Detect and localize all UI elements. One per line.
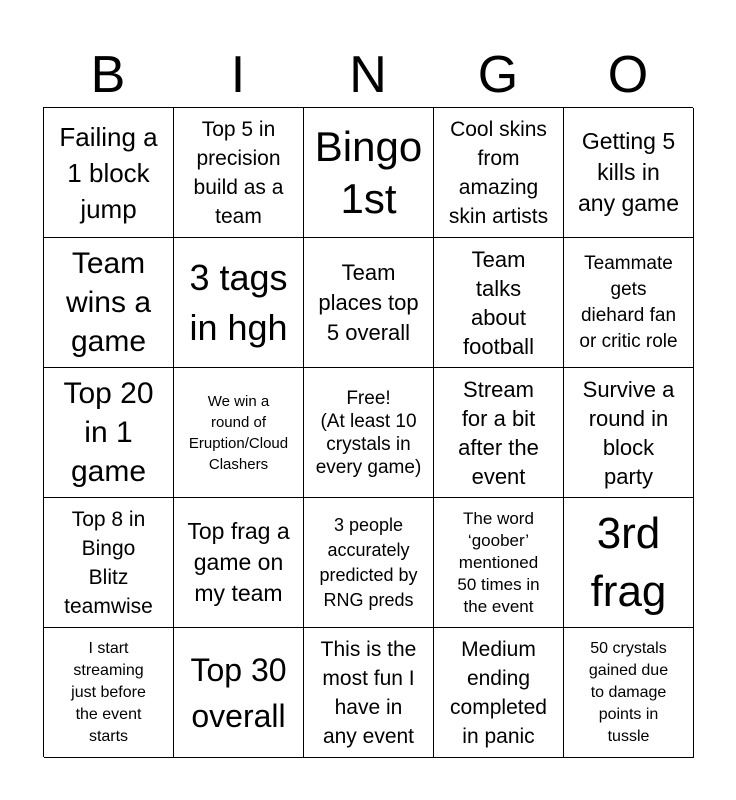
cell-text: 50 crystals gained due to damage points in tussle xyxy=(588,639,669,745)
bingo-header xyxy=(43,44,693,106)
cell-text: Medium ending completed in panic xyxy=(450,637,547,748)
bingo-cell-r2-c0[interactable] xyxy=(44,368,174,498)
cell-text: 3rd frag xyxy=(590,508,667,616)
bingo-cell-r3-c0[interactable] xyxy=(44,498,174,628)
cell-text: Cool skins from amazing skin artists xyxy=(448,117,549,228)
bingo-cell-r1-c2[interactable] xyxy=(304,238,434,368)
bingo-cell-r3-c3[interactable] xyxy=(434,498,564,628)
cell-text: Top 30 overall xyxy=(190,651,287,734)
cell-text: This is the most fun I have in any event xyxy=(320,637,417,748)
bingo-cell-r4-c2[interactable] xyxy=(304,628,434,758)
bingo-cell-r4-c4[interactable] xyxy=(564,628,694,758)
bingo-cell-r0-c4[interactable] xyxy=(564,108,694,238)
bingo-cell-r4-c3[interactable] xyxy=(434,628,564,758)
bingo-cell-r4-c1[interactable] xyxy=(174,628,304,758)
bingo-cell-r0-c2[interactable] xyxy=(304,108,434,238)
cell-text: Teammate gets diehard fan or critic role xyxy=(579,252,678,352)
cell-text: Stream for a bit after the event xyxy=(458,376,539,489)
cell-text: 3 tags in hgh xyxy=(189,256,288,348)
cell-text: The word ‘goober’ mentioned 50 times in the event xyxy=(457,508,540,616)
header-letter-n: N xyxy=(349,46,387,104)
bingo-cell-r2-c3[interactable] xyxy=(434,368,564,498)
bingo-cell-r1-c3[interactable] xyxy=(434,238,564,368)
bingo-cell-r3-c1[interactable] xyxy=(174,498,304,628)
cell-text: Getting 5 kills in any game xyxy=(577,128,679,216)
cell-text: Free! (At least 10 crystals in every game) xyxy=(315,387,422,478)
cell-text: I start streaming just before the event starts xyxy=(71,639,146,745)
bingo-grid xyxy=(43,107,693,757)
cell-text: Bingo 1st xyxy=(314,122,423,222)
bingo-cell-r4-c0[interactable] xyxy=(44,628,174,758)
cell-text: Top 20 in 1 game xyxy=(63,377,154,488)
bingo-cell-r2-c4[interactable] xyxy=(564,368,694,498)
bingo-cell-r3-c2[interactable] xyxy=(304,498,434,628)
cell-text: Top 8 in Bingo Blitz teamwise xyxy=(64,507,153,618)
bingo-cell-r0-c3[interactable] xyxy=(434,108,564,238)
cell-text: 3 people accurately predicted by RNG preds xyxy=(319,514,418,610)
bingo-cell-r0-c1[interactable] xyxy=(174,108,304,238)
header-letter-i: I xyxy=(230,46,246,104)
bingo-cell-r3-c4[interactable] xyxy=(564,498,694,628)
cell-text: Top frag a game on my team xyxy=(187,518,290,606)
cell-text: Top 5 in precision build as a team xyxy=(193,117,284,228)
header-letter-b: B xyxy=(90,46,126,104)
bingo-cell-r0-c0[interactable] xyxy=(44,108,174,238)
cell-text: Team wins a game xyxy=(65,247,152,358)
bingo-cell-r2-c2[interactable] xyxy=(304,368,434,498)
bingo-cell-r1-c0[interactable] xyxy=(44,238,174,368)
cell-text: Failing a 1 block jump xyxy=(59,121,158,224)
bingo-cell-r2-c1[interactable] xyxy=(174,368,304,498)
cell-text: We win a round of Eruption/Cloud Clashers xyxy=(188,392,289,473)
header-letter-g: G xyxy=(477,46,519,104)
bingo-cell-r1-c1[interactable] xyxy=(174,238,304,368)
bingo-cell-r1-c4[interactable] xyxy=(564,238,694,368)
cell-text: Survive a round in block party xyxy=(582,376,675,489)
header-letter-o: O xyxy=(607,46,649,104)
cell-text: Team places top 5 overall xyxy=(318,259,419,345)
cell-text: Team talks about football xyxy=(463,246,534,359)
